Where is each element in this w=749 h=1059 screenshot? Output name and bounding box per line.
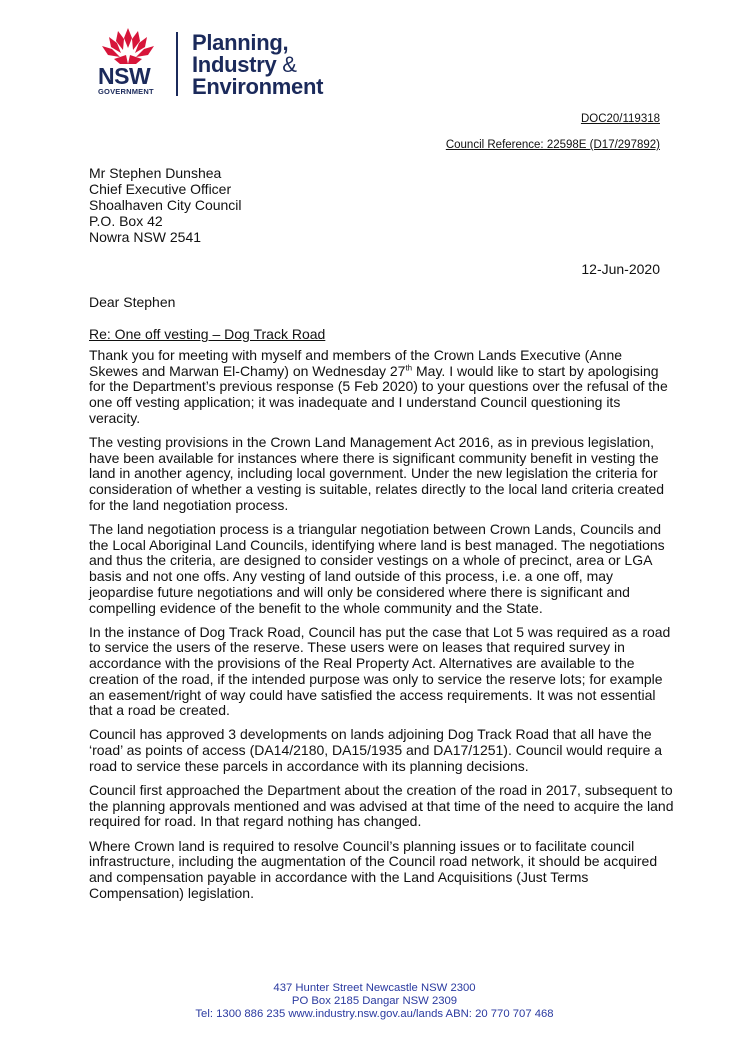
department-line-3: Environment <box>192 74 324 99</box>
paragraph-4: In the instance of Dog Track Road, Council has put the case that Lot 5 was required as a road to service the users of the reserve. These users were on leases that required survey in accordance with the provisions of the Real Property Act. Alternatives are available to the creation of the road, if the intended purpose was only to service the reserve lots; for example an easement/right of way could have satisfied the access requirements. It was not essential that a road be created. <box>89 623 671 719</box>
logo-divider <box>176 32 178 96</box>
salutation: Dear Stephen <box>89 294 176 310</box>
paragraph-6: Council first approached the Department about the creation of the road in 2017, subsequent to the planning approvals mentioned and was advised at that time of the need to acquire the land required for road. In that regard nothing has changed. <box>89 782 674 830</box>
document-reference: DOC20/119318 <box>580 113 660 125</box>
paragraph-2: The vesting provisions in the Crown Land Management Act 2016, as in previous legislation, have been available for instances where there is significant community benefit in vesting the land in another agency, including local government. Under the new legislation the criteria for consideration of whether a vesting is suitable, relates directly to the local land criteria created for the land negotiation process. <box>89 434 665 513</box>
department-line-1: Planning, <box>192 30 289 55</box>
government-wordmark: GOVERNMENT <box>98 87 154 96</box>
nsw-wordmark: NSW <box>98 63 151 89</box>
footer-po-box: PO Box 2185 Dangar NSW 2309 <box>291 995 458 1007</box>
footer-address <box>0 982 749 1021</box>
recipient-organisation: Shoalhaven City Council <box>89 197 242 213</box>
paragraph-5: Council has approved 3 developments on lands adjoining Dog Track Road that all have the ‘road’ as points of access (DA14/2180, DA15/1935 and DA17/1251). Council would require a road to service these parcels in accordance with its planning decisions. <box>89 726 663 774</box>
paragraph-7: Where Crown land is required to resolve Council’s planning issues or to facilitate council infrastructure, including the augmentation of the Council road network, it should be acquired and compensation payable in accordance with the Land Acquisitions (Just Terms Compensation) legislation. <box>89 837 658 901</box>
waratah-icon <box>96 26 160 66</box>
recipient-po-box: P.O. Box 42 <box>89 213 163 229</box>
recipient-locality: Nowra NSW 2541 <box>89 229 202 245</box>
footer-contact: Tel: 1300 886 235 www.industry.nsw.gov.au/lands ABN: 20 770 707 468 <box>195 1008 554 1020</box>
letter-body <box>89 348 674 910</box>
subject-line: Re: One off vesting – Dog Track Road <box>89 326 326 342</box>
recipient-address <box>89 165 242 245</box>
department-name <box>192 32 323 98</box>
department-line-2: Industry & <box>192 52 297 77</box>
footer-street: 437 Hunter Street Newcastle NSW 2300 <box>273 982 476 994</box>
paragraph-3: The land negotiation process is a triangular negotiation between Crown Lands, Councils and the Local Aboriginal Land Councils, identifying where land is best managed. The negotiations and thus the criteria, are designed to consider vestings on a whole of precinct, area or LGA basis and not one offs. Any vesting of land outside of this process, i.e. a one off, may jeopardise future negotiations and will only be considered where there is significant and compelling evidence of the benefit to the whole community and the State. <box>89 521 665 616</box>
council-reference: Council Reference: 22598E (D17/297892) <box>445 139 660 151</box>
letter-date: 12-Jun-2020 <box>581 261 660 277</box>
recipient-name: Mr Stephen Dunshea <box>89 165 222 181</box>
paragraph-1: Thank you for meeting with myself and members of the Crown Lands Executive (Anne Skewes and Marwan El-Chamy) on Wednesday 27th May. I would like to start by apologising for the Department’s previous response (5 Feb 2020) to your questions over the refusal of the one off vesting application; it was inadequate and I understand Council questioning its veracity. <box>89 347 668 426</box>
department-logo <box>92 26 352 102</box>
recipient-title: Chief Executive Officer <box>89 181 232 197</box>
